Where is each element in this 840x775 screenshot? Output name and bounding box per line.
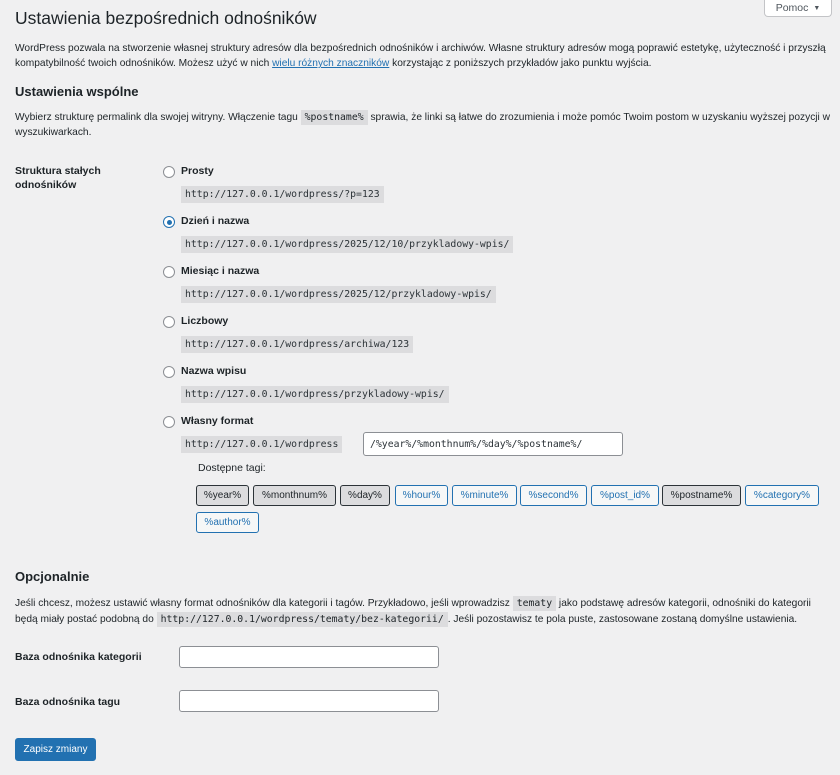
radio-day-and-name[interactable] bbox=[163, 216, 175, 228]
common-settings-heading: Ustawienia wspólne bbox=[15, 84, 139, 99]
tag-postname-button[interactable]: %postname% bbox=[662, 485, 741, 506]
tag-monthnum-button[interactable]: %monthnum% bbox=[253, 485, 336, 506]
radio-numeric[interactable] bbox=[163, 316, 175, 328]
radio-plain[interactable] bbox=[163, 166, 175, 178]
tag-author-button[interactable]: %author% bbox=[196, 512, 259, 533]
common-desc-end: sprawia, że linki są łatwe do zrozumienia i może pomóc Twoim postom w uzyskaniu wyższej pozycji w wyszukiwarkach. bbox=[15, 112, 831, 138]
option-example: http://127.0.0.1/wordpress/2025/12/10/przykladowy-wpis/ bbox=[181, 236, 513, 253]
option-label: Prosty bbox=[181, 165, 214, 177]
example-category-url-code: http://127.0.0.1/wordpress/tematy/bez-kategorii/ bbox=[157, 612, 448, 627]
category-base-label: Baza odnośnika kategorii bbox=[15, 651, 142, 663]
tag-second-button[interactable]: %second% bbox=[520, 485, 587, 506]
option-label: Nazwa wpisu bbox=[181, 365, 247, 377]
tag-day-button[interactable]: %day% bbox=[340, 485, 390, 506]
common-settings-description bbox=[15, 110, 830, 140]
optional-desc-middle: jako podstawę adresów kategorii, odnośniki do kategorii będą miały postać podobną do bbox=[15, 598, 811, 625]
radio-month-and-name[interactable] bbox=[163, 266, 175, 278]
postname-code: %postname% bbox=[301, 110, 368, 125]
save-changes-button[interactable]: Zapisz zmiany bbox=[15, 738, 96, 761]
intro-text bbox=[15, 41, 830, 71]
optional-description bbox=[15, 596, 830, 628]
tag-base-label: Baza odnośnika tagu bbox=[15, 696, 121, 708]
optional-heading: Opcjonalnie bbox=[15, 569, 90, 584]
intro-text-end: korzystając z poniższych przykładów jako punktu wyjścia. bbox=[389, 58, 652, 69]
tag-hour-button[interactable]: %hour% bbox=[395, 485, 448, 506]
chevron-down-icon: ▼ bbox=[813, 4, 821, 12]
optional-desc-end: . Jeśli pozostawisz te pola puste, zastosowane zostaną domyślne ustawienia. bbox=[447, 614, 798, 625]
permalink-structure-label: Struktura stałych odnośników bbox=[15, 165, 101, 191]
available-tags-label: Dostępne tagi: bbox=[198, 462, 266, 474]
tags-docs-link[interactable]: wielu różnych znaczników bbox=[272, 58, 390, 69]
radio-custom-structure[interactable] bbox=[163, 416, 175, 428]
category-base-input[interactable] bbox=[179, 646, 439, 668]
radio-post-name[interactable] bbox=[163, 366, 175, 378]
option-example: http://127.0.0.1/wordpress/archiwa/123 bbox=[181, 336, 413, 353]
option-example: http://127.0.0.1/wordpress/?p=123 bbox=[181, 186, 384, 203]
option-label: Miesiąc i nazwa bbox=[181, 265, 260, 277]
option-example: http://127.0.0.1/wordpress/przykladowy-wpis/ bbox=[181, 386, 449, 403]
option-example: http://127.0.0.1/wordpress/2025/12/przykladowy-wpis/ bbox=[181, 286, 496, 303]
tag-base-input[interactable] bbox=[179, 690, 439, 712]
common-desc-start: Wybierz strukturę permalink dla swojej witryny. Włączenie tagu bbox=[15, 112, 301, 123]
tag-post-id-button[interactable]: %post_id% bbox=[591, 485, 659, 506]
option-label: Dzień i nazwa bbox=[181, 215, 250, 227]
option-label: Liczbowy bbox=[181, 315, 229, 327]
custom-structure-input[interactable] bbox=[363, 432, 623, 456]
optional-desc-start: Jeśli chcesz, możesz ustawić własny format odnośników dla kategorii i tagów. Przykładowo, jeśli wprowadzisz bbox=[15, 598, 513, 609]
tag-category-button[interactable]: %category% bbox=[745, 485, 819, 506]
page-title: Ustawienia bezpośrednich odnośników bbox=[15, 8, 317, 28]
tag-minute-button[interactable]: %minute% bbox=[452, 485, 517, 506]
tematy-code: tematy bbox=[513, 596, 556, 611]
option-label: Własny format bbox=[181, 415, 254, 427]
intro-text-start: WordPress pozwala na stworzenie własnej struktury adresów dla bezpośrednich odnośników i archiwów. Własne struktury adresów mogą poprawić estetykę, użyteczność i przyszłą kompatybilność twoich odnośników. Możesz użyć w nich bbox=[15, 43, 826, 69]
help-label: Pomoc bbox=[775, 2, 809, 14]
custom-structure-base-url: http://127.0.0.1/wordpress bbox=[181, 436, 342, 453]
help-button[interactable] bbox=[764, 0, 832, 17]
tag-year-button[interactable]: %year% bbox=[196, 485, 249, 506]
